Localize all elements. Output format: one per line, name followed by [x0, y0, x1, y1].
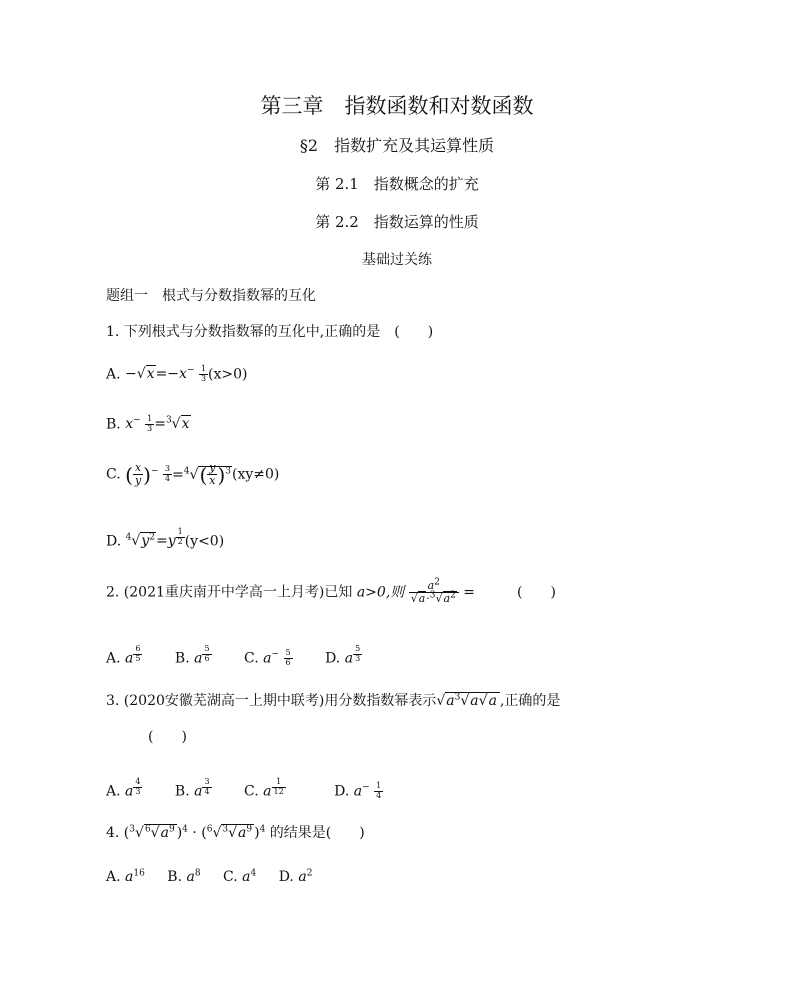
q4-stem: [106, 822, 365, 842]
option-label: C.: [106, 466, 121, 483]
q4-options: [106, 869, 340, 885]
q2-option-c[interactable]: C. a− $\frac{5}{6}$: [244, 648, 291, 667]
subsection-title-1: 第 2.1 指数概念的扩充: [315, 175, 479, 193]
q3-stem-prefix: 3. (2020安徽芜湖高一上期中联考)用分数指数幂表示: [106, 693, 437, 709]
q1-option-d[interactable]: [106, 528, 224, 549]
q1-option-c[interactable]: [106, 462, 279, 487]
q3-option-c[interactable]: C. a $^{\frac{1}{12}}$: [244, 777, 284, 800]
option-label: A.: [106, 366, 121, 383]
condition: (y<0): [184, 533, 225, 550]
q4-option-b[interactable]: B. $a^8$: [167, 868, 201, 885]
q3-stem-suffix: ,正确的是: [499, 693, 561, 709]
subsection-title-2: 第 2.2 指数运算的性质: [315, 213, 479, 231]
practice-label: 基础过关练: [362, 252, 432, 268]
chapter-title: 第三章 指数函数和对数函数: [260, 94, 534, 118]
q4-option-c[interactable]: C. $a^4$: [223, 868, 257, 885]
option-label: D.: [106, 533, 122, 550]
q1-stem: 1. 下列根式与分数指数幂的互化中,正确的是 ( ): [106, 324, 434, 340]
q1-option-a[interactable]: [106, 365, 248, 384]
q2-blank: = ( ): [463, 584, 556, 601]
q3-options: [106, 778, 411, 801]
q2-option-b[interactable]: B. a $^{\frac{5}{6}}$: [174, 644, 210, 667]
math-expression: x− $\frac{1}{3}$ =$^3$√x: [125, 414, 190, 433]
section-title: §2 指数扩充及其运算性质: [299, 136, 495, 155]
q3-option-d[interactable]: D. a− $\frac{1}{4}$: [334, 781, 382, 800]
q3-bracket: ( ): [148, 729, 187, 745]
q2-stem-prefix: 2. (2021重庆南开中学高一上月考)已知: [106, 584, 353, 601]
math-expression: −√x=−x− $\frac{1}{3}$: [125, 364, 207, 383]
q2-option-a[interactable]: A. a $^{\frac{6}{5}}$: [106, 644, 141, 667]
q2-stem: [106, 577, 556, 606]
q2-condition: a>0,则: [356, 584, 405, 601]
q1-option-b[interactable]: [106, 415, 191, 434]
q4-option-a[interactable]: A. $a^{16}$: [106, 868, 145, 885]
q3-stem: [106, 690, 560, 710]
group-title: 题组一 根式与分数指数幂的互化: [106, 288, 316, 304]
option-label: B.: [106, 416, 121, 433]
math-expression: ( $\frac{x}{y}$ )− $\frac{3}{4}$ =$^4$√( $\frac{y}{x}$ )$^3$: [125, 461, 232, 488]
q2-options: [106, 645, 390, 668]
q4-expression: 4. ($^3√^6√a^9$ )$^4 \cdot (^6√^3√a^9$ )$^4$: [106, 824, 266, 841]
q3-option-b[interactable]: B. a $^{\frac{3}{4}}$: [174, 777, 210, 800]
q4-option-d[interactable]: D. $a^2$: [278, 868, 313, 885]
q3-expression: $√a^3√a√a$: [436, 692, 500, 709]
q3-option-a[interactable]: A. a $^{\frac{4}{3}}$: [106, 777, 141, 800]
math-expression: $^4√y^2=y$ $^{\frac{1}{2}}$: [125, 527, 183, 550]
q2-expression: $\frac{a^2}{√a\cdot^3√a^2}$: [409, 585, 459, 601]
q4-stem-suffix: 的结果是( ): [269, 825, 365, 841]
condition: (x>0): [208, 366, 248, 383]
condition: (xy≠0): [232, 466, 280, 483]
q2-option-d[interactable]: D. a $^{\frac{5}{3}}$: [325, 644, 361, 667]
